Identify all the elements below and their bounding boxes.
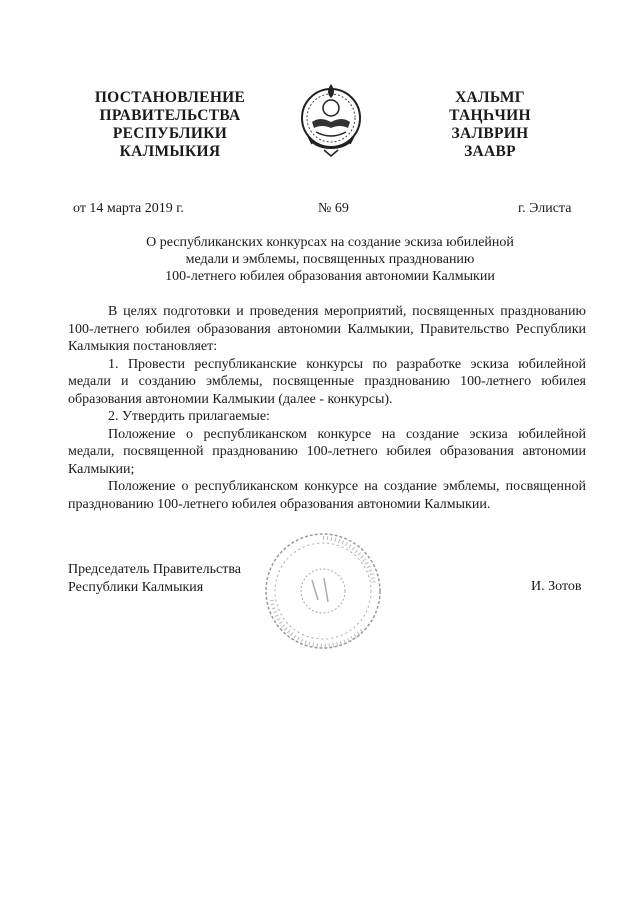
item-2-paragraph: 2. Утвердить прилагаемые: bbox=[108, 409, 270, 424]
header-left-line: ПРАВИТЕЛЬСТВА bbox=[99, 107, 241, 124]
header-right-kalmyk bbox=[400, 89, 580, 161]
document-title bbox=[70, 234, 590, 285]
title-line: 100-летнего юбилея образования автономии Калмыкии bbox=[165, 269, 495, 284]
signatory-position bbox=[68, 561, 241, 597]
title-line: О республиканских конкурсах на создание эскиза юбилейной bbox=[146, 235, 514, 250]
item-1-paragraph: 1. Провести республиканские конкурсы по разработке эскиза юбилейной медали и созданию эмблемы, посвященные празднованию 100-летнего юбилея образования автономии Калмыкии (далее - конкурсы). bbox=[68, 356, 586, 407]
document-body bbox=[68, 303, 586, 513]
header-right-line: ЗАЛВРИН bbox=[451, 125, 529, 142]
document-city: г. Элиста bbox=[518, 201, 572, 216]
header-right-line: ХАЛЬМГ bbox=[455, 89, 525, 106]
header-left-line: КАЛМЫКИЯ bbox=[119, 143, 221, 160]
signatory-position-line: Республики Калмыкия bbox=[68, 580, 204, 595]
header-left-line: РЕСПУБЛИКИ bbox=[112, 125, 228, 142]
signatory-name: И. Зотов bbox=[531, 579, 582, 594]
kalmykia-coat-of-arms-icon bbox=[298, 78, 364, 158]
intro-paragraph: В целях подготовки и проведения мероприятий, посвященных празднованию 100-летнего юбилея образования автономии Калмыкии, Правительство Республики Калмыкия постановляет: bbox=[68, 304, 586, 354]
header-left-line: ПОСТАНОВЛЕНИЕ bbox=[94, 89, 246, 106]
header-right-line: ЗААВР bbox=[464, 143, 516, 160]
item-2a-paragraph: Положение о республиканском конкурсе на создание эскиза юбилейной медали, посвященной празднованию 100-летнего юбилея образования автономии Калмыкии; bbox=[68, 426, 586, 477]
signatory-position-line: Председатель Правительства bbox=[68, 562, 241, 577]
title-line: медали и эмблемы, посвященных празднованию bbox=[185, 252, 475, 267]
item-2b-paragraph: Положение о республиканском конкурсе на создание эмблемы, посвященной празднованию 100-летнего юбилея образования автономии Калмыкии. bbox=[68, 479, 586, 512]
document-number: № 69 bbox=[318, 201, 349, 216]
header-right-line: ТАҢҺЧИН bbox=[449, 107, 531, 124]
official-seal-stamp-icon bbox=[262, 530, 384, 652]
header-left-russian bbox=[80, 89, 260, 161]
document-date: от 14 марта 2019 г. bbox=[73, 201, 184, 216]
